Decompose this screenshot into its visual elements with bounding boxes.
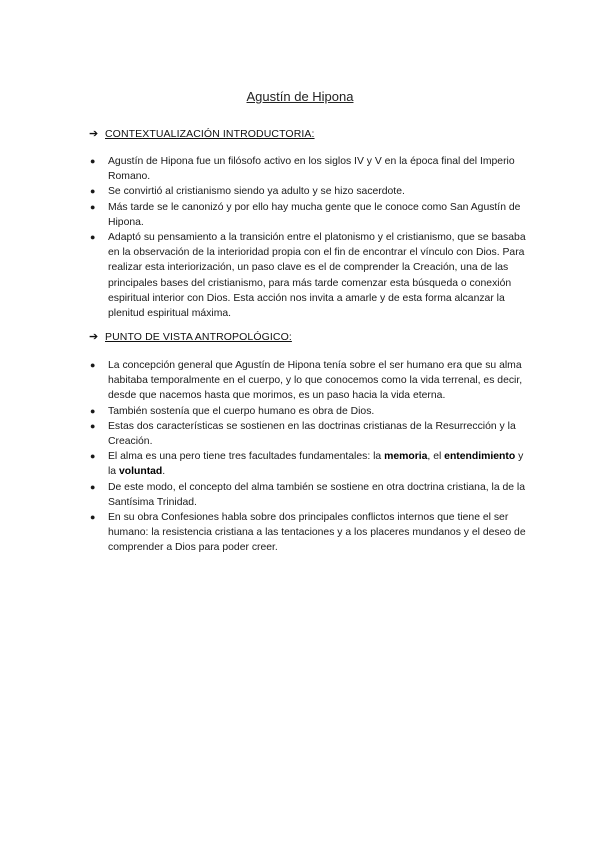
list-item bbox=[89, 230, 529, 321]
section-heading-label: CONTEXTUALIZACIÓN INTRODUCTORIA: bbox=[105, 127, 315, 140]
list-item-text: Estas dos características se sostienen en las doctrinas cristianas de la Resurrección y la Creación. bbox=[108, 420, 516, 448]
bold-term-entendimiento: entendimiento bbox=[444, 451, 516, 463]
list-item-text: Agustín de Hipona fue un filósofo activo en los siglos IV y V en la época final del Imperio Romano. bbox=[108, 156, 515, 183]
bullet-dot-icon: ● bbox=[90, 232, 96, 243]
list-item-text: También sostenía que el cuerpo humano es obra de Dios. bbox=[108, 405, 375, 417]
section-heading-anthropological bbox=[89, 330, 292, 343]
list-item bbox=[89, 404, 529, 419]
list-item bbox=[89, 480, 529, 510]
text-part: . bbox=[162, 466, 166, 478]
list-item-text: Adaptó su pensamiento a la transición entre el platonismo y el cristianismo, que se basaba en la observación de la interioridad propia con el fin de encontrar el vínculo con Dios. Para realizar esta interiorización, un paso clave es el de comprender la Creación, una de las principales bases del cristianismo, para más tarde comenzar esta búsqueda o conexión espiritual interior con Dios. Esta acción nos invita a amarle y de esta forma alcanzar la plenitud espiritual máxima. bbox=[108, 232, 526, 320]
list-item bbox=[89, 510, 529, 556]
bold-term-memoria: memoria bbox=[384, 451, 428, 463]
list-item-text: La concepción general que Agustín de Hipona tenía sobre el ser humano era que su alma habitaba temporalmente en el cuerpo, y lo que conocemos como la vida terrenal, es decir, desde que nacemos hasta que morimos, es un paso hacia la vida eterna. bbox=[108, 360, 523, 402]
bullet-list-anthropological bbox=[89, 358, 529, 556]
bullet-dot-icon: ● bbox=[90, 451, 96, 462]
list-item-text bbox=[108, 451, 523, 477]
bold-term-voluntad: voluntad bbox=[118, 466, 163, 478]
section-heading-label: PUNTO DE VISTA ANTROPOLÓGICO: bbox=[105, 330, 292, 343]
text-part: El alma es una pero tiene tres facultades fundamentales: la bbox=[108, 451, 385, 463]
bullet-dot-icon: ● bbox=[90, 201, 96, 212]
text-part: , el bbox=[427, 451, 445, 463]
list-item-text: De este modo, el concepto del alma también se sostiene en otra doctrina cristiana, la de la Santísima Trinidad. bbox=[108, 481, 526, 508]
list-item bbox=[89, 154, 529, 184]
bullet-dot-icon: ● bbox=[90, 420, 96, 431]
list-item bbox=[89, 449, 529, 479]
bullet-dot-icon: ● bbox=[90, 360, 96, 370]
list-item-text: Se convirtió al cristianismo siendo ya adulto y se hizo sacerdote. bbox=[108, 186, 405, 198]
bullet-dot-icon: ● bbox=[90, 405, 96, 416]
bullet-dot-icon: ● bbox=[90, 156, 96, 166]
list-item-text: Más tarde se le canonizó y por ello hay mucha gente que le conoce como San Agustín de Hipona. bbox=[108, 201, 521, 228]
bullet-list-context bbox=[89, 154, 529, 321]
bullet-dot-icon: ● bbox=[90, 512, 96, 523]
list-item bbox=[89, 419, 529, 449]
text-part: y la bbox=[108, 451, 524, 478]
list-item bbox=[89, 184, 529, 199]
bullet-dot-icon: ● bbox=[90, 481, 96, 492]
bullet-dot-icon: ● bbox=[90, 186, 96, 197]
list-item bbox=[89, 358, 529, 404]
list-item bbox=[89, 200, 529, 230]
section-heading-context bbox=[89, 127, 315, 140]
arrow-right-icon: ➔ bbox=[89, 331, 99, 343]
document-title: Agustín de Hipona bbox=[246, 89, 354, 104]
list-item-text: En su obra Confesiones habla sobre dos principales conflictos internos que tiene el ser humano: la resistencia cristiana a las tentaciones y a los placeres mundanos y el deseo de comprender a Dios para poder creer. bbox=[108, 512, 526, 554]
arrow-right-icon: ➔ bbox=[89, 128, 99, 140]
